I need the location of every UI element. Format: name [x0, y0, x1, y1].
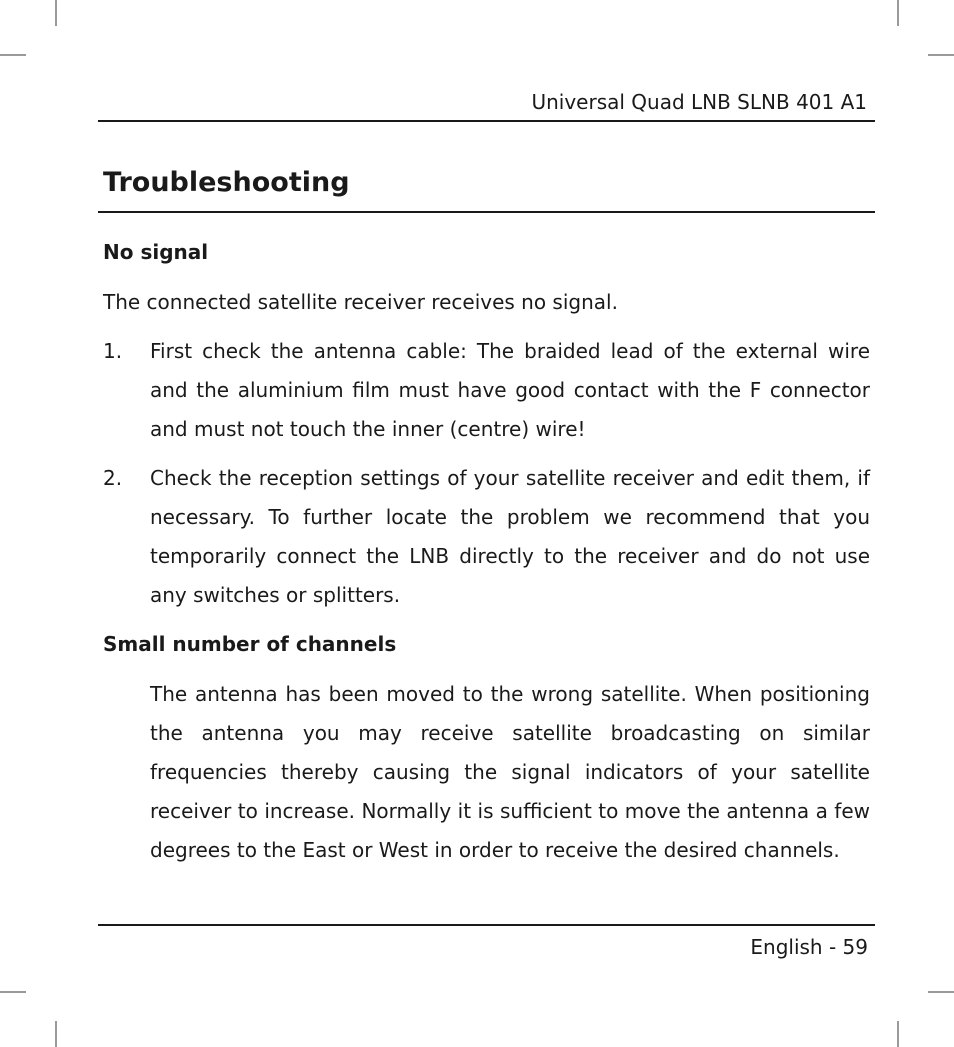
crop-mark-top-right-horizontal [928, 54, 954, 56]
crop-mark-top-left-vertical [55, 0, 57, 26]
step-2-text: Check the reception settings of your satellite receiver and edit them, if necessary. To further locate the problem we recommend that you temporarily connect the LNB directly to the receiver and do not use any switches or splitters. [150, 466, 870, 607]
header-rule [98, 120, 875, 122]
crop-mark-bottom-right-horizontal [928, 991, 954, 993]
crop-mark-bottom-right-vertical [897, 1021, 899, 1047]
crop-mark-bottom-left-horizontal [0, 991, 26, 993]
running-header: Universal Quad LNB SLNB 401 A1 [531, 90, 867, 114]
small-channels-text: The antenna has been moved to the wrong satellite. When positioning the antenna you may receive satellite broadcasting on similar frequencies thereby causing the signal indicators of your satellite receiver to increase. Normally it is sufficient to move the antenna a few degrees to the East or West in order to receive the desired channels. [150, 682, 870, 862]
no-signal-intro: The connected satellite receiver receives no signal. [103, 290, 618, 314]
crop-mark-top-left-horizontal [0, 54, 26, 56]
step-1-text: First check the antenna cable: The braided lead of the external wire and the aluminium film must have good contact with the F connector and must not touch the inner (centre) wire! [150, 339, 870, 441]
footer-language: English - [750, 935, 837, 959]
step-1-number: 1. [103, 339, 123, 363]
page-footer [750, 932, 868, 962]
crop-mark-bottom-left-vertical [55, 1021, 57, 1047]
title-rule [98, 211, 875, 213]
small-channels-heading: Small number of channels [103, 632, 397, 656]
crop-mark-top-right-vertical [897, 0, 899, 26]
page-title: Troubleshooting [103, 167, 350, 198]
step-2-number: 2. [103, 466, 123, 490]
page-number: 59 [842, 935, 868, 959]
no-signal-heading: No signal [103, 240, 209, 264]
footer-rule [98, 924, 875, 926]
